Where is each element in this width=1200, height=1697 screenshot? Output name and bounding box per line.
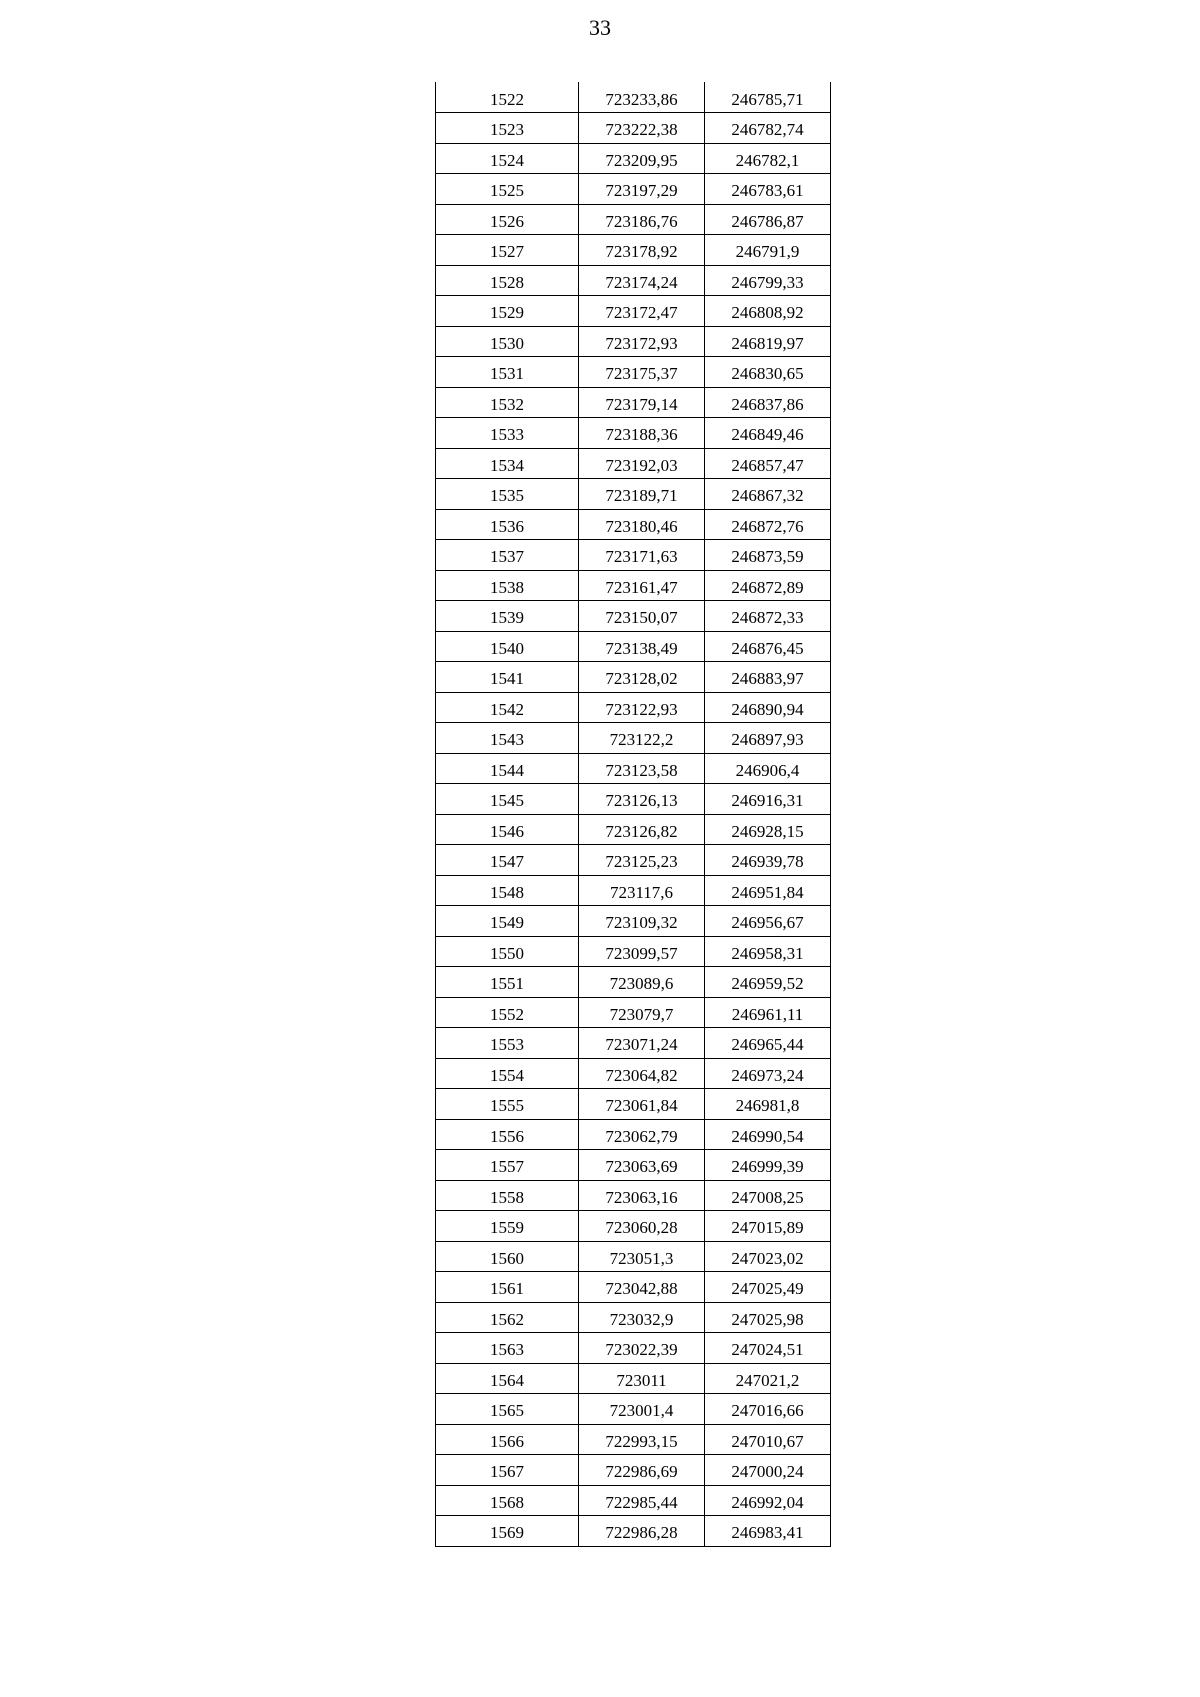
y-coordinate-cell: 246916,31	[705, 784, 831, 815]
x-coordinate-cell: 723172,93	[579, 326, 705, 357]
table-row	[436, 601, 831, 632]
x-coordinate-cell: 723233,86	[579, 82, 705, 113]
table-row	[436, 1455, 831, 1486]
point-number-cell: 1550	[436, 936, 579, 967]
table-row	[436, 662, 831, 693]
point-number-cell: 1538	[436, 570, 579, 601]
table-row	[436, 1119, 831, 1150]
y-coordinate-cell: 246786,87	[705, 204, 831, 235]
table-row	[436, 814, 831, 845]
y-coordinate-cell: 247021,2	[705, 1363, 831, 1394]
y-coordinate-cell: 246928,15	[705, 814, 831, 845]
point-number-cell: 1564	[436, 1363, 579, 1394]
x-coordinate-cell: 723209,95	[579, 143, 705, 174]
y-coordinate-cell: 246965,44	[705, 1028, 831, 1059]
x-coordinate-cell: 723178,92	[579, 235, 705, 266]
table-row	[436, 967, 831, 998]
point-number-cell: 1528	[436, 265, 579, 296]
x-coordinate-cell: 723175,37	[579, 357, 705, 388]
table-row	[436, 1241, 831, 1272]
table-row	[436, 113, 831, 144]
x-coordinate-cell: 723060,28	[579, 1211, 705, 1242]
table-row	[436, 143, 831, 174]
x-coordinate-cell: 723079,7	[579, 997, 705, 1028]
point-number-cell: 1556	[436, 1119, 579, 1150]
table-row	[436, 418, 831, 449]
point-number-cell: 1569	[436, 1516, 579, 1547]
y-coordinate-cell: 246999,39	[705, 1150, 831, 1181]
x-coordinate-cell: 723126,13	[579, 784, 705, 815]
y-coordinate-cell: 246906,4	[705, 753, 831, 784]
y-coordinate-cell: 246799,33	[705, 265, 831, 296]
table-row	[436, 448, 831, 479]
point-number-cell: 1545	[436, 784, 579, 815]
table-row	[436, 1272, 831, 1303]
y-coordinate-cell: 246819,97	[705, 326, 831, 357]
table-row	[436, 997, 831, 1028]
table-row	[436, 1333, 831, 1364]
x-coordinate-cell: 722993,15	[579, 1424, 705, 1455]
y-coordinate-cell: 246867,32	[705, 479, 831, 510]
table-row	[436, 1150, 831, 1181]
point-number-cell: 1558	[436, 1180, 579, 1211]
table-row	[436, 204, 831, 235]
point-number-cell: 1526	[436, 204, 579, 235]
y-coordinate-cell: 247000,24	[705, 1455, 831, 1486]
y-coordinate-cell: 246897,93	[705, 723, 831, 754]
x-coordinate-cell: 723022,39	[579, 1333, 705, 1364]
x-coordinate-cell: 723051,3	[579, 1241, 705, 1272]
x-coordinate-cell: 722986,28	[579, 1516, 705, 1547]
y-coordinate-cell: 246873,59	[705, 540, 831, 571]
point-number-cell: 1531	[436, 357, 579, 388]
point-number-cell: 1565	[436, 1394, 579, 1425]
y-coordinate-cell: 246981,8	[705, 1089, 831, 1120]
y-coordinate-cell: 246956,67	[705, 906, 831, 937]
point-number-cell: 1536	[436, 509, 579, 540]
y-coordinate-cell: 247023,02	[705, 1241, 831, 1272]
point-number-cell: 1552	[436, 997, 579, 1028]
table-row	[436, 174, 831, 205]
point-number-cell: 1567	[436, 1455, 579, 1486]
point-number-cell: 1547	[436, 845, 579, 876]
x-coordinate-cell: 723061,84	[579, 1089, 705, 1120]
x-coordinate-cell: 723042,88	[579, 1272, 705, 1303]
x-coordinate-cell: 723071,24	[579, 1028, 705, 1059]
y-coordinate-cell: 246872,33	[705, 601, 831, 632]
y-coordinate-cell: 246785,71	[705, 82, 831, 113]
y-coordinate-cell: 246983,41	[705, 1516, 831, 1547]
table-row	[436, 265, 831, 296]
table-row	[436, 540, 831, 571]
table-row	[436, 845, 831, 876]
table-row	[436, 1363, 831, 1394]
table-row	[436, 1058, 831, 1089]
table-row	[436, 936, 831, 967]
y-coordinate-cell: 246973,24	[705, 1058, 831, 1089]
table-row	[436, 1394, 831, 1425]
point-number-cell: 1542	[436, 692, 579, 723]
y-coordinate-cell: 246958,31	[705, 936, 831, 967]
point-number-cell: 1544	[436, 753, 579, 784]
table-row	[436, 82, 831, 113]
y-coordinate-cell: 247024,51	[705, 1333, 831, 1364]
point-number-cell: 1566	[436, 1424, 579, 1455]
y-coordinate-cell: 246857,47	[705, 448, 831, 479]
point-number-cell: 1540	[436, 631, 579, 662]
point-number-cell: 1549	[436, 906, 579, 937]
point-number-cell: 1522	[436, 82, 579, 113]
y-coordinate-cell: 246872,89	[705, 570, 831, 601]
point-number-cell: 1553	[436, 1028, 579, 1059]
y-coordinate-cell: 246791,9	[705, 235, 831, 266]
point-number-cell: 1561	[436, 1272, 579, 1303]
point-number-cell: 1530	[436, 326, 579, 357]
point-number-cell: 1563	[436, 1333, 579, 1364]
x-coordinate-cell: 723001,4	[579, 1394, 705, 1425]
point-number-cell: 1560	[436, 1241, 579, 1272]
y-coordinate-cell: 246782,74	[705, 113, 831, 144]
table-row	[436, 387, 831, 418]
point-number-cell: 1554	[436, 1058, 579, 1089]
x-coordinate-cell: 723171,63	[579, 540, 705, 571]
x-coordinate-cell: 723011	[579, 1363, 705, 1394]
point-number-cell: 1533	[436, 418, 579, 449]
table-row	[436, 479, 831, 510]
x-coordinate-cell: 723063,69	[579, 1150, 705, 1181]
y-coordinate-cell: 246782,1	[705, 143, 831, 174]
y-coordinate-cell: 246872,76	[705, 509, 831, 540]
y-coordinate-cell: 247016,66	[705, 1394, 831, 1425]
table-row	[436, 753, 831, 784]
x-coordinate-cell: 723125,23	[579, 845, 705, 876]
point-number-cell: 1532	[436, 387, 579, 418]
table-row	[436, 357, 831, 388]
point-number-cell: 1551	[436, 967, 579, 998]
y-coordinate-cell: 246837,86	[705, 387, 831, 418]
x-coordinate-cell: 723128,02	[579, 662, 705, 693]
x-coordinate-cell: 722985,44	[579, 1485, 705, 1516]
x-coordinate-cell: 723192,03	[579, 448, 705, 479]
point-number-cell: 1559	[436, 1211, 579, 1242]
table-row	[436, 570, 831, 601]
point-number-cell: 1557	[436, 1150, 579, 1181]
x-coordinate-cell: 723172,47	[579, 296, 705, 327]
y-coordinate-cell: 246830,65	[705, 357, 831, 388]
x-coordinate-cell: 723150,07	[579, 601, 705, 632]
y-coordinate-cell: 246990,54	[705, 1119, 831, 1150]
point-number-cell: 1546	[436, 814, 579, 845]
point-number-cell: 1524	[436, 143, 579, 174]
x-coordinate-cell: 723161,47	[579, 570, 705, 601]
y-coordinate-cell: 246959,52	[705, 967, 831, 998]
x-coordinate-cell: 723032,9	[579, 1302, 705, 1333]
table-row	[436, 326, 831, 357]
x-coordinate-cell: 723089,6	[579, 967, 705, 998]
x-coordinate-cell: 723062,79	[579, 1119, 705, 1150]
table-row	[436, 692, 831, 723]
y-coordinate-cell: 246961,11	[705, 997, 831, 1028]
page-number: 33	[589, 15, 611, 40]
x-coordinate-cell: 723174,24	[579, 265, 705, 296]
coordinates-table-body	[436, 82, 831, 1546]
table-row	[436, 235, 831, 266]
x-coordinate-cell: 723180,46	[579, 509, 705, 540]
y-coordinate-cell: 246883,97	[705, 662, 831, 693]
point-number-cell: 1537	[436, 540, 579, 571]
table-row	[436, 1180, 831, 1211]
x-coordinate-cell: 723122,2	[579, 723, 705, 754]
table-row	[436, 1485, 831, 1516]
y-coordinate-cell: 246808,92	[705, 296, 831, 327]
table-row	[436, 1028, 831, 1059]
x-coordinate-cell: 723063,16	[579, 1180, 705, 1211]
x-coordinate-cell: 723099,57	[579, 936, 705, 967]
y-coordinate-cell: 246951,84	[705, 875, 831, 906]
table-row	[436, 1089, 831, 1120]
point-number-cell: 1534	[436, 448, 579, 479]
y-coordinate-cell: 246783,61	[705, 174, 831, 205]
table-row	[436, 1211, 831, 1242]
coordinates-table	[435, 82, 831, 1547]
table-row	[436, 1302, 831, 1333]
point-number-cell: 1535	[436, 479, 579, 510]
y-coordinate-cell: 247025,98	[705, 1302, 831, 1333]
point-number-cell: 1523	[436, 113, 579, 144]
x-coordinate-cell: 723122,93	[579, 692, 705, 723]
x-coordinate-cell: 723222,38	[579, 113, 705, 144]
point-number-cell: 1555	[436, 1089, 579, 1120]
table-row	[436, 784, 831, 815]
y-coordinate-cell: 246992,04	[705, 1485, 831, 1516]
x-coordinate-cell: 723188,36	[579, 418, 705, 449]
x-coordinate-cell: 723179,14	[579, 387, 705, 418]
point-number-cell: 1529	[436, 296, 579, 327]
point-number-cell: 1568	[436, 1485, 579, 1516]
table-row	[436, 723, 831, 754]
x-coordinate-cell: 723138,49	[579, 631, 705, 662]
y-coordinate-cell: 246849,46	[705, 418, 831, 449]
y-coordinate-cell: 247015,89	[705, 1211, 831, 1242]
x-coordinate-cell: 723109,32	[579, 906, 705, 937]
y-coordinate-cell: 247025,49	[705, 1272, 831, 1303]
point-number-cell: 1562	[436, 1302, 579, 1333]
x-coordinate-cell: 723126,82	[579, 814, 705, 845]
point-number-cell: 1539	[436, 601, 579, 632]
table-row	[436, 1424, 831, 1455]
table-row	[436, 631, 831, 662]
point-number-cell: 1527	[436, 235, 579, 266]
x-coordinate-cell: 723117,6	[579, 875, 705, 906]
point-number-cell: 1525	[436, 174, 579, 205]
x-coordinate-cell: 723186,76	[579, 204, 705, 235]
table-row	[436, 1516, 831, 1547]
y-coordinate-cell: 247010,67	[705, 1424, 831, 1455]
table-row	[436, 875, 831, 906]
point-number-cell: 1543	[436, 723, 579, 754]
y-coordinate-cell: 246876,45	[705, 631, 831, 662]
table-row	[436, 296, 831, 327]
table-row	[436, 509, 831, 540]
y-coordinate-cell: 246939,78	[705, 845, 831, 876]
point-number-cell: 1548	[436, 875, 579, 906]
point-number-cell: 1541	[436, 662, 579, 693]
x-coordinate-cell: 723123,58	[579, 753, 705, 784]
table-row	[436, 906, 831, 937]
x-coordinate-cell: 722986,69	[579, 1455, 705, 1486]
x-coordinate-cell: 723064,82	[579, 1058, 705, 1089]
y-coordinate-cell: 247008,25	[705, 1180, 831, 1211]
x-coordinate-cell: 723197,29	[579, 174, 705, 205]
x-coordinate-cell: 723189,71	[579, 479, 705, 510]
y-coordinate-cell: 246890,94	[705, 692, 831, 723]
